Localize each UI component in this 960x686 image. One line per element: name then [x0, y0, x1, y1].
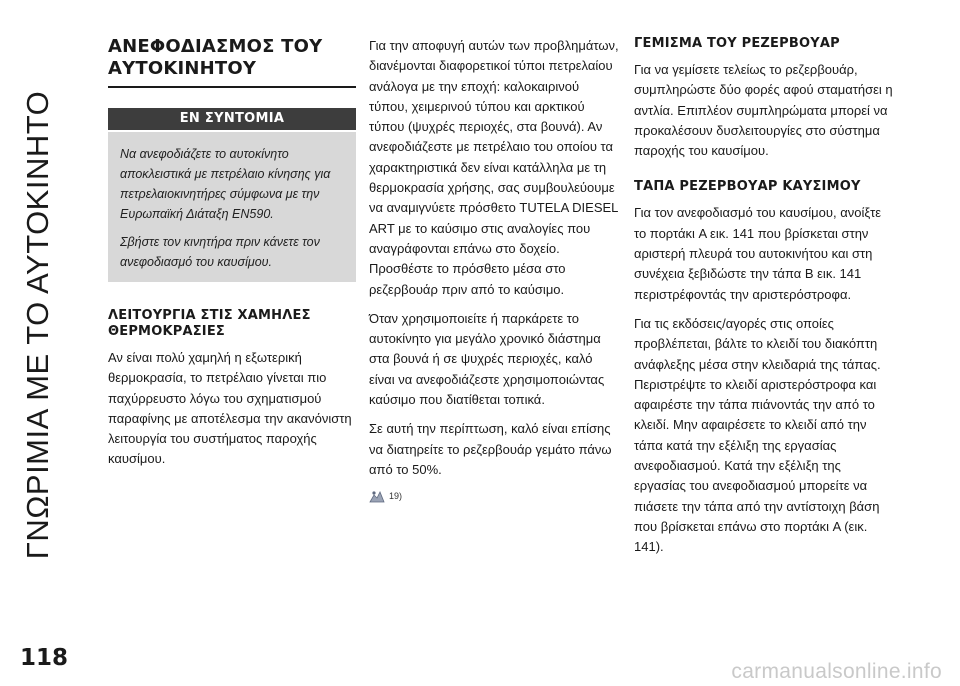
mountain-use-paragraph: Όταν χρησιμοποιείτε ή παρκάρετε το αυτοκίνητο για μεγάλο χρονικό διάστημα στα βουνά ή σε ψυχρές περιοχές, καλό είναι να ανεφοδιάζεστε χρησιμοποιώντας καύσιμο που διατίθεται τοπικά. — [369, 310, 605, 408]
main-heading-line2: ΑΥΤΟΚΙΝΗΤΟΥ — [108, 58, 257, 79]
summary-paragraph-1: Να ανεφοδιάζετε το αυτοκίνητο αποκλειστικά με πετρέλαιο κίνησης για πετρελαιοκινητήρες σύμφωνα με την Ευρωπαϊκή Διάταξη EN590. — [120, 147, 331, 221]
page-number: 118 — [20, 645, 69, 671]
warning-note-icon — [369, 489, 385, 503]
fuel-cap-heading: ΤΑΠΑ ΡΕΖΕΡΒΟΥΑΡ ΚΑΥΣΙΜΟΥ — [634, 179, 861, 195]
low-temperature-heading: ΛΕΙΤΟΥΡΓΙΑ ΣΤΙΣ ΧΑΜΗΛΕΣ ΘΕΡΜΟΚΡΑΣΙΕΣ — [108, 308, 311, 339]
fuel-types-paragraph: Για την αποφυγή αυτών των προβλημάτων, διανέμονται διαφορετικοί τύποι πετρελαίου ανάλογα με την εποχή: καλοκαιρινού τύπου, χειμερινού τύπου και αρκτικού τύπου (ψυχρές περιοχές, στα βουνά). Αν ανεφοδιάζεστε με πετρέλαιο του οποίου τα χαρακτηριστικά δεν είναι κατάλληλα με τη θερμοκρασία χρήσης, σας συμβουλεύουμε να αναμιγνύετε πρόσθετο TUTELA DIESEL ART με το καύσιμο στις αναλογίες που αναγράφονται επάνω στο δοχείο. Προσθέστε το πρόσθετο μέσα στο ρεζερβουάρ πριν από το καύσιμο. — [369, 38, 619, 297]
summary-paragraph-2: Σβήστε τον κινητήρα πριν κάνετε τον ανεφοδιασμό του καυσίμου. — [120, 235, 320, 269]
tank-filling-heading: ΓΕΜΙΣΜΑ ΤΟΥ ΡΕΖΕΡΒΟΥΑΡ — [634, 36, 840, 51]
tank-level-paragraph: Σε αυτή την περίπτωση, καλό είναι επίσης να διατηρείτε το ρεζερβουάρ γεμάτο πάνω από το 50%. — [369, 421, 612, 477]
summary-box — [108, 132, 356, 282]
main-heading — [108, 36, 356, 88]
watermark: carmanualsonline.info — [731, 660, 942, 683]
low-temperature-paragraph: Αν είναι πολύ χαμηλή η εξωτερική θερμοκρασία, το πετρέλαιο γίνεται πιο παχύρρευστο λόγω του σχηματισμού παραφίνης με αποτέλεσμα την ακανόνιστη λειτουργία του συστήματος παροχής καυσίμου. — [108, 350, 352, 467]
tank-filling-paragraph: Για να γεμίσετε τελείως το ρεζερβουάρ, συμπληρώστε δύο φορές αφού σταματήσει η αντλία. Επιπλέον συμπληρώματα μπορεί να προκαλέσουν δυσλειτουργίες στο σύστημα παροχής του καυσίμου. — [634, 62, 893, 159]
section-side-title-text: ΓΝΩΡΙΜΙΑ ΜΕ ΤΟ ΑΥΤΟΚΙΝΗΤΟ — [20, 90, 56, 560]
summary-label: ΕΝ ΣΥΝΤΟΜΙΑ — [108, 108, 356, 130]
section-side-title — [8, 20, 68, 630]
main-heading-line1: ΑΝΕΦΟΔΙΑΣΜΟΣ ΤΟΥ — [108, 36, 323, 57]
column-right — [634, 36, 896, 567]
note-reference — [369, 489, 620, 503]
note-reference-number: 19) — [389, 491, 403, 502]
column-middle — [369, 36, 620, 503]
column-left — [108, 36, 356, 479]
fuel-cap-paragraph-2: Για τις εκδόσεις/αγορές στις οποίες προβλέπεται, βάλτε το κλειδί του διακόπτη ανάφλεξης μέσα στην κλειδαριά της τάπας. Περιστρέψτε το κλειδί αριστερόστροφα και αφαιρέστε την τάπα πιάνοντάς την από το κλειδί. Μην αφαιρέσετε το κλειδί από την τάπα κατά την εξέλιξη της εργασίας ανεφοδιασμού. Κατά την εξέλιξη της εργασίας του ανεφοδιασμού μπορείτε να πιάσετε την τάπα από την αντίστοιχη βάση που βρίσκεται επάνω στο πορτάκι A (εικ. 141). — [634, 315, 881, 555]
fuel-cap-paragraph-1: Για τον ανεφοδιασμό του καυσίμου, ανοίξτε το πορτάκι A εικ. 141 που βρίσκεται στην αριστερή πλευρά του αυτοκινήτου και στη συνέχεια ξεβιδώστε την τάπα B εικ. 141 περιστρέφοντάς την αριστερόστροφα. — [634, 205, 882, 302]
